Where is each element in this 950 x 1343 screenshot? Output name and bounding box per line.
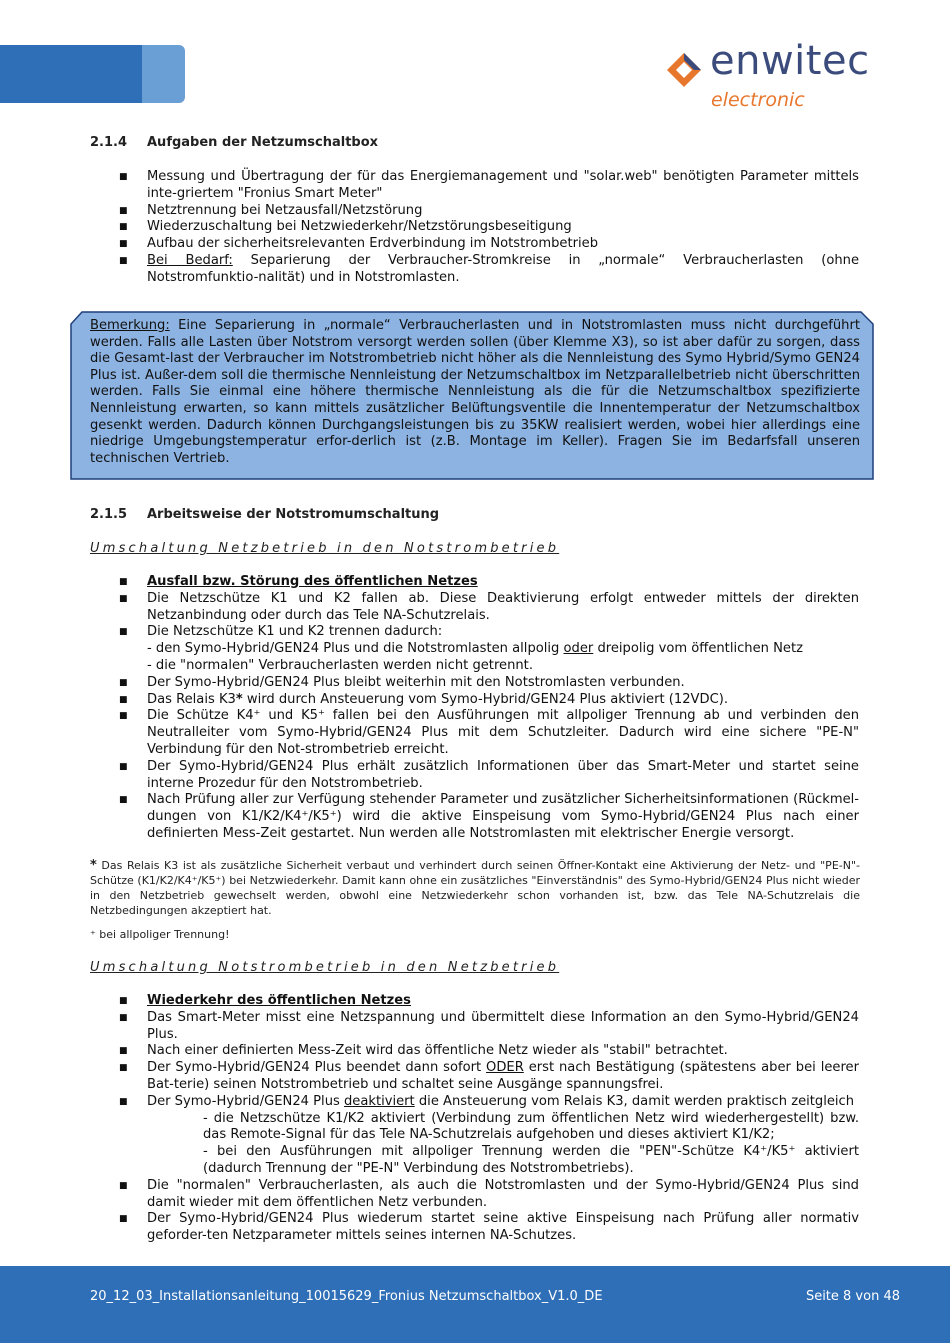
bullet-icon: ■ — [119, 172, 128, 182]
bullet-icon: ■ — [119, 255, 128, 266]
list-item: ■ Die Netzschütze K1 und K2 fallen ab. Diese Deaktivierung erfolgt entweder mittels der direkten Netzanbindung oder durch das Tele NA-Schutzrelais. — [119, 590, 859, 623]
task-list — [119, 169, 859, 287]
bullet-icon: ■ — [119, 205, 128, 216]
bullet-icon: ■ — [119, 1063, 128, 1074]
bullet-icon: ■ — [119, 677, 128, 688]
list-item: ■ Nach Prüfung aller zur Verfügung stehender Parameter und zusätzlicher Sicherheitsinformationen (Rückmel-dungen von K1/K2/K4⁺/K5⁺) wird die aktive Einspeisung vom Symo-Hybrid/GEN24 Plus nach einer definierten Mess-Zeit gestartet. Nun werden alle Notstromlasten mit elektrischer Energie versorgt. — [119, 792, 859, 841]
header-bar — [0, 45, 142, 103]
netz-list — [119, 993, 859, 1245]
list-item: ■ Der Symo-Hybrid/GEN24 Plus deaktiviert die Ansteuerung vom Relais K3, damit werden praktisch zeitgleich - die Netzschütze K1/K2 aktiviert (Verbindung zum öffentlichen Netz wird wiederhergestellt) bzw. das Remote-Signal für das Tele NA-Schutzrelais aufgehoben und dieses aktiviert K1/K2; - bei den Ausführungen mit allpoliger Trennung werden die "PEN"-Schütze K4⁺/K5⁺ aktiviert (dadurch Trennung der "PE-N" Verbindung des Notstrombetriebs). — [119, 1093, 859, 1176]
bullet-icon: ■ — [119, 577, 128, 587]
bullet-icon: ■ — [119, 1012, 128, 1023]
page-footer — [0, 1266, 950, 1343]
list-item: ■ Wiederzuschaltung bei Netzwiederkehr/Netzstörungsbeseitigung — [119, 219, 572, 235]
section-number: 2.1.4 — [90, 135, 128, 150]
list-item: ■ Ausfall bzw. Störung des öffentlichen Netzes — [119, 574, 478, 589]
bullet-icon: ■ — [119, 996, 128, 1006]
bullet-icon: ■ — [119, 593, 128, 604]
logo-subtitle: electronic — [711, 89, 805, 111]
note-body: Eine Separierung in „normale“ Verbraucherlasten und in Notstromlasten muss nicht durchgeführt werden. Falls alle Lasten über Notstrom versorgt werden sollen (über Klemme X3), so ist aber dafür zu sorgen, dass die Gesamt-last der Verbraucher im Notstrombetrieb nicht höher als die Nennleistung des Symo Hybrid/Symo GEN24 Plus ist. Außer-dem soll die thermische Nennleistung der Netzumschaltbox im Netzparallelbetrieb nicht überschritten werden. Falls Sie einmal eine höhere thermische Nennleistung als die für die Netzumschaltbox spezifizierte Nennleistung erwarten, so kann mittels zusätzlicher Belüftungsventile die Innentemperatur der Netzumschaltbox gesenkt werden. Dadurch können Durchgangsleistungen bis zu 35KW realisiert werden, wobei hier allerdings eine niedrige Umgebungstemperatur erfor-derlich ist (z.B. Montage im Keller). Fragen Sie im Bedarfsfall unseren technischen Vertrieb. — [90, 318, 860, 466]
bedarf-label: Bei Bedarf: — [147, 252, 233, 268]
list-item: ■ Der Symo-Hybrid/GEN24 Plus beendet dann sofort ODER erst nach Bestätigung (spätestens aber bei leerer Bat-terie) seinen Notstrombetrieb und schaltet seine Ausgänge spannungsfrei. — [119, 1060, 859, 1092]
subheading-notstrom-to-netz: Umschaltung Notstrombetrieb in den Netzbetrieb — [90, 960, 560, 975]
footer-page-number: Seite 8 von 48 — [805, 1289, 900, 1304]
section-heading-2-1-4 — [90, 135, 378, 150]
subheading-netz-to-notstrom: Umschaltung Netzbetrieb in den Notstrombetrieb — [90, 541, 560, 556]
bullet-icon: ■ — [119, 711, 128, 722]
bullet-icon: ■ — [119, 1046, 128, 1057]
bullet-icon: ■ — [119, 795, 128, 806]
bullet-icon: ■ — [119, 1096, 128, 1107]
list-item: ■ Aufbau der sicherheitsrelevanten Erdverbindung im Notstrombetrieb — [119, 236, 599, 252]
bullet-icon: ■ — [119, 761, 128, 772]
bullet-icon: ■ — [119, 239, 128, 250]
note-text — [90, 318, 860, 467]
bullet-icon: ■ — [119, 222, 128, 233]
enwitec-logo — [664, 40, 902, 112]
list-item: ■ Die Schütze K4⁺ und K5⁺ fallen bei den Ausführungen mit allpoliger Trennung ab und verbinden den Neutralleiter vom Symo-Hybrid/GEN24 Plus mit dem Schutzleiter. Dadurch wird eine sichere "PE-N" Verbindung für den Not-strombetrieb erreicht. — [119, 708, 859, 757]
bullet-icon: ■ — [119, 1214, 128, 1225]
footnote-k3: * Das Relais K3 ist als zusätzliche Sicherheit verbaut und verhindert durch seinen Öffner-Kontakt eine Aktivierung der Netz- und "PE-N"-Schütze (K1/K2/K4⁺/K5⁺) bei Netzwiederkehr. Damit kann ohne ein zusätzliches "Einverständnis" des Symo-Hybrid/GEN24 Plus nicht wieder in den Netzbetrieb gewechselt werden, obwohl eine Netzwiederkehr schon vorhanden ist, bzw. das Tele NA-Schutzrelais die Netzbedingungen akzeptiert hat. — [90, 858, 860, 917]
list-item: ■ Der Symo-Hybrid/GEN24 Plus erhält zusätzlich Informationen über das Smart-Meter und startet seine interne Prozedur für den Notstrombetrieb. — [119, 758, 859, 791]
section-title: Arbeitsweise der Notstromumschaltung — [147, 507, 440, 522]
list-item: ■ Netztrennung bei Netzausfall/Netzstörung — [119, 202, 423, 218]
section-title: Aufgaben der Netzumschaltbox — [147, 135, 379, 150]
note-box — [70, 311, 874, 480]
footer-document-name: 20_12_03_Installationsanleitung_10015629_Fronius Netzumschaltbox_V1.0_DE — [90, 1289, 603, 1304]
section-number: 2.1.5 — [90, 507, 128, 522]
bullet-icon: ■ — [119, 627, 128, 638]
bullet-icon: ■ — [119, 1180, 128, 1191]
list-item: ■ Messung und Übertragung der für das Energiemanagement und "solar.web" benötigten Parameter mittels inte-griertem "Fronius Smart Meter" — [119, 169, 859, 201]
notstrom-list — [119, 574, 859, 843]
list-item: ■ Das Relais K3* wird durch Ansteuerung vom Symo-Hybrid/GEN24 Plus aktiviert (12VDC). — [119, 691, 728, 707]
logo-wordmark: enwitec — [710, 38, 870, 84]
list-item: ■ Das Smart-Meter misst eine Netzspannung und übermittelt diese Information an den Symo-Hybrid/GEN24 Plus. — [119, 1009, 859, 1042]
bullet-icon: ■ — [119, 694, 128, 705]
list-item: ■ Die "normalen" Verbraucherlasten, als auch die Notstromlasten und der Symo-Hybrid/GEN24 Plus sind damit wieder mit dem öffentlichen Netz verbunden. — [119, 1177, 859, 1210]
footnote-allpolig: ⁺ bei allpoliger Trennung! — [90, 928, 230, 941]
section-heading-2-1-5 — [90, 507, 439, 522]
logo-diamond-icon — [666, 52, 702, 88]
header-bar-accent — [142, 45, 185, 103]
list-item: ■ Nach einer definierten Mess-Zeit wird das öffentliche Netz wieder als "stabil" betrachtet. — [119, 1043, 728, 1059]
list-item: ■ Wiederkehr des öffentlichen Netzes — [119, 993, 411, 1008]
note-label: Bemerkung: — [90, 318, 170, 333]
list-item: ■ Die Netzschütze K1 und K2 trennen dadurch: - den Symo-Hybrid/GEN24 Plus und die Notstromlasten allpolig oder dreipolig vom öffentlichen Netz - die "normalen" Verbraucherlasten werden nicht getrennt. — [119, 624, 803, 673]
list-item: ■ Der Symo-Hybrid/GEN24 Plus wiederum startet seine aktive Einspeisung nach Prüfung aller normativ geforder-ten Netzparameter mittels seines internen NA-Schutzes. — [119, 1211, 859, 1244]
list-item: ■ Der Symo-Hybrid/GEN24 Plus bleibt weiterhin mit den Notstromlasten verbunden. — [119, 674, 685, 690]
list-item: ■ Bei Bedarf: Separierung der Verbraucher-Stromkreise in „normale“ Verbraucherlasten (ohne Notstromfunktio-nalität) und in Notstromlasten. — [119, 252, 860, 285]
